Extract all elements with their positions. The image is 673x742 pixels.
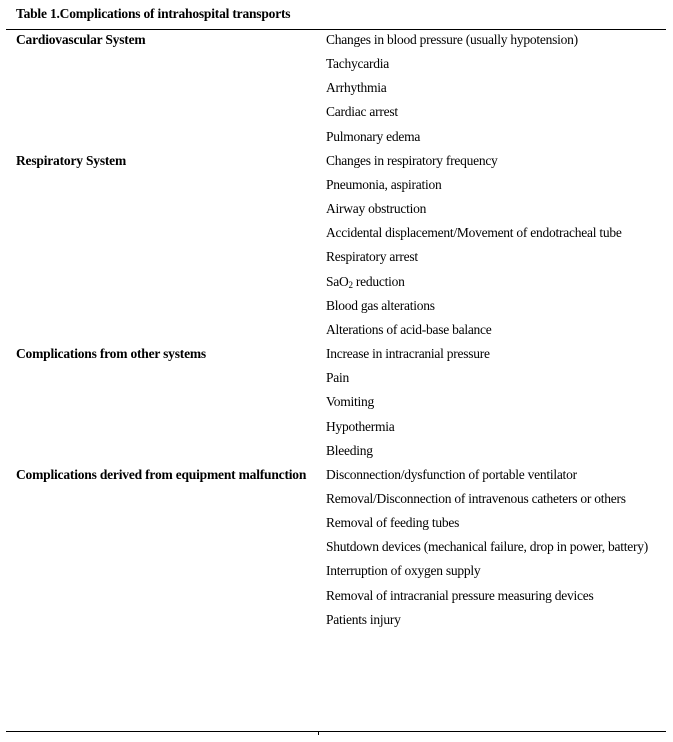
list-item: Respiratory arrest: [326, 249, 418, 265]
items-cell: [326, 463, 658, 632]
category-cell: Cardiovascular System: [16, 32, 146, 47]
list-item: Removal of intracranial pressure measuring devices: [326, 587, 594, 603]
list-item: Changes in respiratory frequency: [326, 152, 498, 168]
list-item: Removal of feeding tubes: [326, 515, 460, 531]
list-item: Pulmonary edema: [326, 128, 421, 144]
list-item: Bleeding: [326, 442, 373, 458]
table-row-respiratory: [16, 149, 658, 342]
category-cell: Respiratory System: [16, 152, 127, 168]
complications-table: [16, 28, 658, 632]
list-item: Pain: [326, 370, 350, 386]
list-item: Airway obstruction: [326, 201, 427, 217]
category-cell: Complications derived from equipment malfunction: [16, 466, 307, 482]
list-item: Tachycardia: [326, 56, 390, 72]
list-item: Increase in intracranial pressure: [326, 346, 490, 362]
table-caption: Table 1.Complications of intrahospital transports: [16, 6, 291, 21]
list-item: Patients injury: [326, 611, 401, 627]
table-row-equipment: [16, 463, 658, 632]
list-item: Arrhythmia: [326, 80, 387, 96]
list-item: Shutdown devices (mechanical failure, drop in power, battery): [326, 539, 648, 555]
category-cell: Complications from other systems: [16, 346, 206, 362]
column-divider-tick: [318, 732, 319, 735]
list-item: Blood gas alterations: [326, 297, 435, 313]
table-row-cardiovascular: [16, 28, 658, 149]
list-item: Disconnection/dysfunction of portable ventilator: [326, 466, 577, 482]
items-cell: [326, 342, 658, 463]
list-item: SaO$_2$ reduction: [326, 273, 405, 290]
list-item: Cardiac arrest: [326, 104, 398, 120]
list-item: Vomiting: [326, 394, 375, 410]
list-item: Accidental displacement/Movement of endotracheal tube: [326, 225, 622, 241]
list-item: Pneumonia, aspiration: [326, 176, 442, 192]
items-cell: [326, 28, 658, 149]
list-item: Interruption of oxygen supply: [326, 563, 481, 579]
items-cell: [326, 149, 658, 342]
table-row-other-systems: [16, 342, 658, 463]
list-item: Hypothermia: [326, 418, 395, 434]
list-item: Changes in blood pressure (usually hypotension): [326, 32, 578, 47]
list-item: Alterations of acid-base balance: [326, 321, 492, 337]
table-bottom-rule: [6, 731, 666, 732]
list-item: Removal/Disconnection of intravenous catheters or others: [326, 490, 626, 506]
